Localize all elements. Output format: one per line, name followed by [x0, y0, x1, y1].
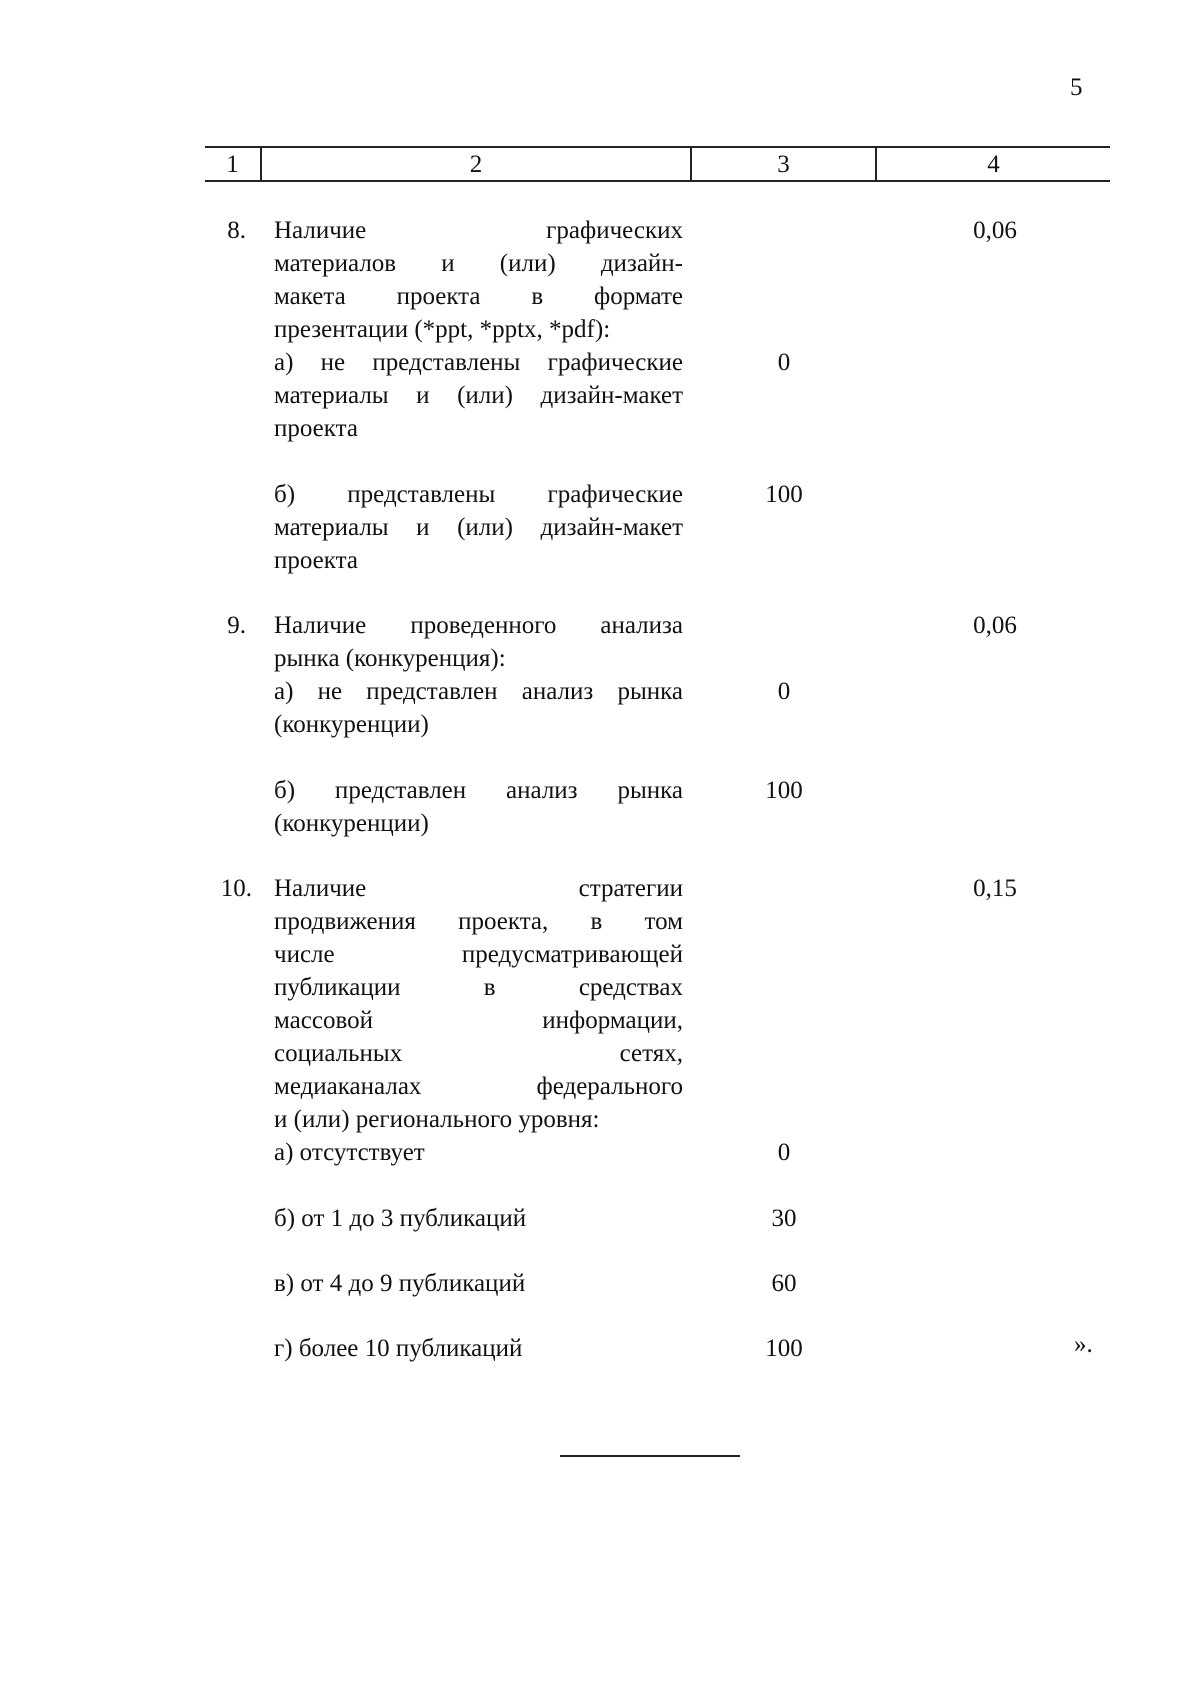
- option-score: 0: [777, 1139, 791, 1166]
- title-line: Наличие графических: [274, 217, 683, 244]
- option-line: (конкуренции): [274, 810, 429, 837]
- title-line: публикации в средствах: [274, 974, 683, 1001]
- option-line: г) более 10 публикаций: [274, 1335, 523, 1362]
- option-score: 0: [777, 678, 791, 705]
- header-col-1: 1: [226, 151, 239, 178]
- title-line: медиаканалах федерального: [274, 1073, 683, 1100]
- item-weight: 0,06: [973, 612, 1017, 639]
- title-line: и (или) регионального уровня:: [274, 1106, 600, 1133]
- title-line: Наличие проведенного анализа: [274, 612, 683, 639]
- header-col-4: 4: [987, 151, 1000, 178]
- option-line: а) не представлен анализ рынка: [274, 678, 683, 705]
- title-line: продвижения проекта, в том: [274, 908, 683, 935]
- item-number: 10.: [220, 875, 252, 902]
- option-line: б) представлен анализ рынка: [274, 777, 683, 804]
- option-line: материалы и (или) дизайн-макет: [274, 382, 683, 409]
- item-weight: 0,06: [973, 217, 1017, 244]
- item-weight: 0,15: [973, 875, 1017, 902]
- item-number: 9.: [227, 612, 246, 639]
- title-line: рынка (конкуренция):: [274, 645, 506, 672]
- end-rule: [560, 1455, 740, 1457]
- option-line: материалы и (или) дизайн-макет: [274, 514, 683, 541]
- page-number: 5: [1070, 74, 1083, 101]
- title-line: массовой информации,: [274, 1007, 683, 1034]
- option-score: 30: [771, 1205, 797, 1232]
- option-line: в) от 4 до 9 публикаций: [274, 1270, 526, 1297]
- title-line: числе предусматривающей: [274, 941, 683, 968]
- closing-quote: ».: [1074, 1331, 1093, 1358]
- option-score: 60: [771, 1270, 797, 1297]
- header-col-3: 3: [777, 151, 790, 178]
- title-line: социальных сетях,: [274, 1040, 683, 1067]
- option-score: 100: [765, 1335, 803, 1362]
- option-line: проекта: [274, 547, 358, 574]
- title-line: Наличие стратегии: [274, 875, 683, 902]
- item-number: 8.: [227, 217, 246, 244]
- title-line: материалов и (или) дизайн-: [274, 250, 683, 277]
- option-score: 0: [777, 349, 791, 376]
- option-score: 100: [765, 777, 803, 804]
- option-score: 100: [765, 481, 803, 508]
- option-line: б) представлены графические: [274, 481, 683, 508]
- header-col-2: 2: [469, 151, 483, 178]
- title-line: макета проекта в формате: [274, 283, 683, 310]
- header-bottom-rule: [205, 180, 1110, 182]
- option-line: а) не представлены графические: [274, 349, 683, 376]
- option-line: (конкуренции): [274, 711, 429, 738]
- option-line: а) отсутствует: [274, 1139, 425, 1166]
- title-line: презентации (*ppt, *pptx, *pdf):: [274, 316, 611, 343]
- option-line: б) от 1 до 3 публикаций: [274, 1205, 527, 1232]
- header-top-rule: [205, 146, 1110, 148]
- option-line: проекта: [274, 415, 358, 442]
